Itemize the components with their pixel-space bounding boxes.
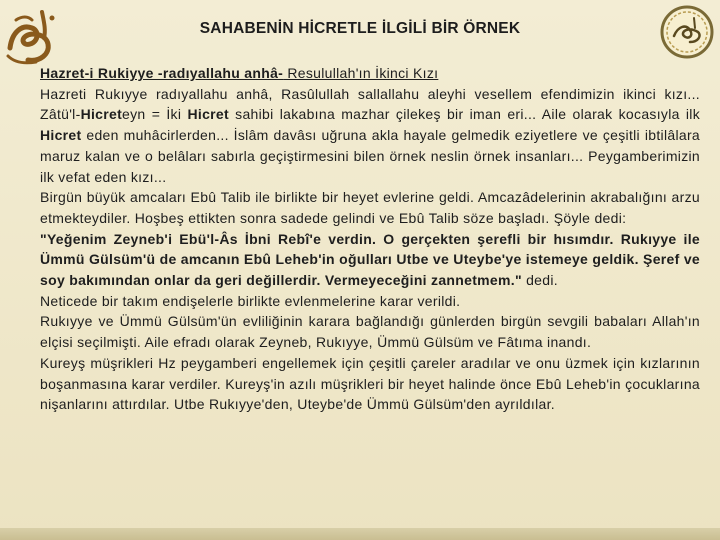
quote-tail: dedi. [521,272,558,289]
bold-term: Hicret [80,106,123,123]
paragraph-decision: Neticede bir takım endişelerle birlikte evlenmelerine karar verildi. [40,292,461,309]
text-span: eden muhâcirlerden... İslâm davâsı uğruna akla hayale gelmedik eziyetlere ve çeşitli ibtilâlara maruz kalan ve o belâları sabırla geçiştirmesini bilen örnek neslin örnek insanları... Peygamberimizin ilk vefat eden kızı... [40,127,700,185]
page-title: SAHABENİN HİCRETLE İLGİLİ BİR ÖRNEK [199,20,521,37]
bold-term: Hicret [187,106,229,123]
bold-term: Hicret [40,127,82,144]
heading-bold-text: Hazret-i Rukiyye -radıyallahu anhâ- [40,65,284,81]
quote-text: "Yeğenim Zeyneb'i Ebü'l-Âs İbni Rebî'e verdin. O gerçekten şerefli bir hısımdır. Rukıyye ile Ümmü Gülsüm'ü de amcanın Ebû Leheb'in oğulları Utbe ve Uteybe'ye istemeye geldik. Şeref ve soy bakımından onlar da geri değillerdir. Vermeyeceğini zannetmem." [40,230,700,289]
text-span: eyn = İki [122,106,188,123]
section-heading [40,63,700,84]
paragraph-intro [40,84,700,188]
document-body [40,63,700,415]
text-span: Hazreti Rukıyye radıyallahu anhâ, Rasûlullah sallallahu aleyhi vesellem efendimizin ikinci kızı... Zâtü'l- [40,85,700,123]
paragraph-prophethood: Rukıyye ve Ümmü Gülsüm'ün evliliğinin karara bağlandığı günlerden birgün sevgili babaları Allah'ın elçisi seçilmişti. Aile efradı olarak Zeyneb, Rukıyye, Ümmü Gülsüm ve Fâtıma inandı. [40,313,700,351]
text-span: sahibi lakabına mazhar çilekeş bir iman eri... Aile olarak kocasıyla ilk [228,106,700,123]
paragraph-divorce: Kureyş müşrikleri Hz peygamberi engellemek için çeşitli çareler aradılar ve onu üzmek için kızlarının boşanmasına karar verdiler. Kureyş'in azılı müşrikleri bir heyet halinde önce Ebû Leheb'in çocuklarına nişanlarını attırdılar. Utbe Rukıyye'den, Uteybe'de Ümmü Gülsüm'den ayrıldılar. [40,354,700,413]
heading-normal-text: Resulullah'ın İkinci Kızı [283,65,439,81]
paragraph-visit: Birgün büyük amcaları Ebû Talib ile birlikte bir heyet evlerine geldi. Amcazâdelerinin akrabalığını arzu etmekteydiler. Hoşbeş ettikten sonra sadede gelindi ve Ebû Talib söze başladı. Şöyle dedi: [40,189,700,226]
paragraph-quote [40,229,700,291]
slide-bottom-border [0,528,720,540]
